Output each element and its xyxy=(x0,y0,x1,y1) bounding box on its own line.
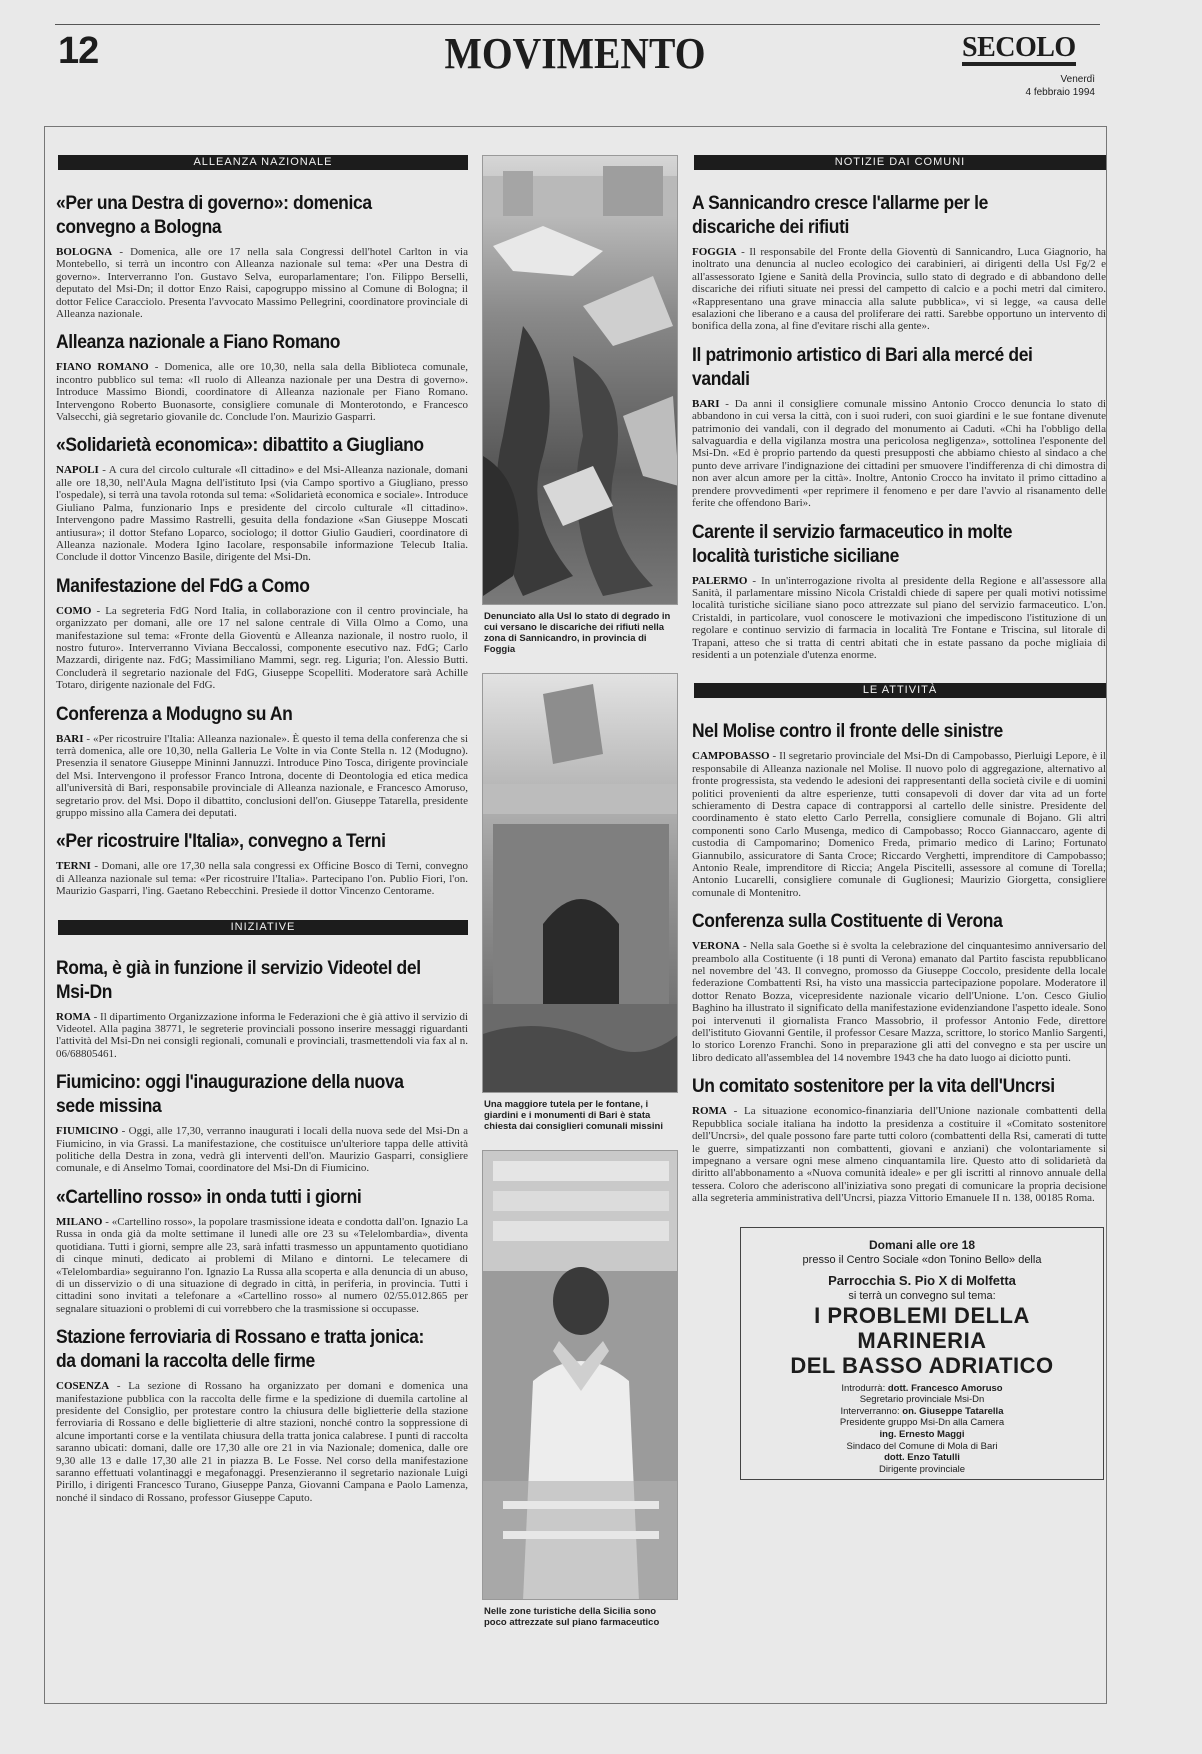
article-body xyxy=(56,1125,468,1175)
bari-photo-image xyxy=(483,674,678,1093)
headline: Fiumicino: oggi l'inaugurazione della nuova sede missina xyxy=(56,1072,404,1118)
ad-speaker-4: dott. Enzo Tatulli xyxy=(884,1452,960,1464)
headline: «Cartellino rosso» in onda tutti i giorni xyxy=(56,1186,362,1208)
edition-date xyxy=(990,73,1095,99)
dateline: ROMA xyxy=(56,1010,91,1023)
article-body xyxy=(692,398,1106,510)
article-body xyxy=(56,733,468,820)
headline: Nel Molise contro il fronte delle sinistre xyxy=(692,721,1003,743)
article-uncrsi xyxy=(692,1075,1106,1204)
article-text: - Oggi, alle 17,30, verranno inaugurati i locali della nuova sede del Msi-Dn a Fiumicino, in via Grassi. La manifestazione, che costituisce un'ulteriore tappa delle attività politiche della Destra in zona, vedrà gli interventi dell'on. Maurizio Gasparri, consigliere comunale, e di Anselmo Tomai, coordinatore del Msi-Dn di Fiumicino. xyxy=(56,1125,468,1175)
dateline: TERNI xyxy=(56,860,91,873)
left-column xyxy=(52,132,472,1700)
ad-venue: presso il Centro Sociale «don Tonino Bello» della xyxy=(802,1253,1042,1266)
article-terni xyxy=(56,830,468,897)
headline: Conferenza sulla Costituente di Verona xyxy=(692,911,1003,933)
dateline: FOGGIA xyxy=(692,246,737,258)
ad-speaker-1-role: Segretario provinciale Msi-Dn xyxy=(859,1394,985,1406)
landfill-photo-image xyxy=(483,156,678,605)
ad-speaker-3: ing. Ernesto Maggi xyxy=(879,1428,965,1440)
ad-intro: si terrà un convegno sul tema: xyxy=(848,1289,996,1302)
page-number: 12 xyxy=(58,30,99,72)
article-text: - Il responsabile del Fronte della Gioventù di Sannicandro, Luca Giagnorio, ha inoltrato una denuncia al nucleo ecologico dei carabinieri, ai dirigenti della Usl Fg/2 e all'assessorato Igiene e Sanità della Provincia, sullo stato di degrado e di abbandono delle discariche dei rifiuti situate nei pressi del campetto di calcio e a pochi metri dal cimitero. «Rappresentano una grave minaccia alla salute pubblica», vi si legge, «a causa delle esalazioni che liberano e a causa del proliferare dei ratti. Sarebbe opportuno un intervento di bonifica della zona, al fine d'evitare rischi alla gente». xyxy=(692,246,1106,333)
headline: Roma, è già in funzione il servizio Videotel del Msi-Dn xyxy=(56,957,421,1003)
article-body xyxy=(56,361,468,423)
section-bar-comuni: NOTIZIE DAI COMUNI xyxy=(694,155,1106,170)
headline: Un comitato sostenitore per la vita dell'Uncrsi xyxy=(692,1076,1055,1098)
edition-day: Venerdì xyxy=(1060,74,1095,85)
photo-landfill xyxy=(482,155,678,605)
ad-speaker-2-role: Presidente gruppo Msi-Dn alla Camera xyxy=(839,1417,1005,1429)
photo-bari-monument xyxy=(482,673,678,1093)
article-body xyxy=(56,1216,468,1315)
article-text: - La segreteria FdG Nord Italia, in collaborazione con il centro provinciale, ha organizzato per domani, alle ore 17 nel salone centrale di Villa Olmo a Como, una manifestazione sul tema: «Fronte della Gioventù e Alleanza nazionale, il nostro ruolo, il nostro futuro». Interverranno Viviana Beccalossi, componente esecutivo naz. FdG; Carlo Mazzardi, dirigente naz. FdG; Massimiliano Mammi, segr. reg. Liguria; l'on. Alessio Butti. Concluderà il segretario nazionale del FdG, Giuseppe Scopelliti. Moderatore sarà Achille Totaro, dirigente nazionale del FdG. xyxy=(56,604,468,692)
article-text: - «Cartellino rosso», la popolare trasmissione ideata e condotta dall'on. Ignazio La Russa in onda già da molte settimane il lunedì alle ore 23 su «Telelombardia», diventa quotidiana. Tutti i giorni, sempre alle 23, sarà infatti trasmesso un appuntamento quotidiano di cinque minuti, dedicato ai problemi di Milano e dintorni. Le telecamere di «Telelombardia» seguiranno l'on. Ignazio La Russa alla scoperta e alla denuncia di un abuso, di un disservizio o di una situazione di degrado in città, in periferia, in provincia. Tutti i cittadini sono invitati a telefonare a «Cartellino rosso» al numero 02/55.012.865 per segnalare situazioni o problemi di cui vorrebbero che la trasmissione si occupasse. xyxy=(56,1215,468,1315)
headline: A Sannicandro cresce l'allarme per le discariche dei rifiuti xyxy=(692,193,988,238)
dateline: PALERMO xyxy=(692,574,748,587)
article-text: - Da anni il consigliere comunale missino Antonio Crocco denuncia lo stato di abbandono in cui versa la città, con i suoi ruderi, con suoi giardini e le sue fontane divenute patrimonio dei vandali, con il degrado del monumento ai Caduti. «Chi ha l'obbligo della salvaguardia e della vigilanza mostra una pericolosa negligenza», sottolinea l'esponente del Msi-Dn. «Ed è proprio partendo da questi presupposti che abbiamo chiesto al sindaco a che punto deve arrivare l'indignazione dei cittadini per smuovere l'indifferenza di chi dimostra di non aver alcun amore per la città». Inoltre, Antonio Crocco ha invitato il primo cittadino a prendere provvedimenti «per reprimere il fenomeno e per dare l'avvio al risanamento delle ferite che offendono Bari». xyxy=(692,397,1106,510)
headline: Manifestazione del FdG a Como xyxy=(56,575,310,597)
headline: Carente il servizio farmaceutico in molte località turistiche siciliane xyxy=(692,521,1013,567)
newspaper-logo: SECOLO xyxy=(962,34,1076,66)
pharmacy-photo-image xyxy=(483,1151,678,1600)
event-announcement-box xyxy=(740,1227,1104,1480)
article-body xyxy=(56,1380,468,1504)
ad-speaker-2: Interverranno: on. Giuseppe Tatarella xyxy=(840,1405,1004,1417)
article-body xyxy=(56,1011,468,1061)
article-giugliano xyxy=(56,434,468,563)
headline: Conferenza a Modugno su An xyxy=(56,703,293,725)
article-body xyxy=(692,575,1106,662)
right-column xyxy=(688,132,1110,1700)
article-body xyxy=(692,940,1106,1064)
article-body xyxy=(56,464,468,563)
dateline: COMO xyxy=(56,604,92,617)
dateline: CAMPOBASSO xyxy=(692,750,770,763)
article-farmaceutico xyxy=(692,521,1106,662)
photo-caption: Nelle zone turistiche della Sicilia sono poco attrezzate sul piano farmaceutico xyxy=(484,1606,660,1628)
ad-speaker-1: Introdurrà: dott. Francesco Amoruso xyxy=(841,1382,1003,1394)
article-bari-vandali xyxy=(692,344,1106,510)
dateline: BARI xyxy=(692,397,720,410)
article-text: - Domenica, alle ore 10,30, nella sala della Biblioteca comunale, incontro pubblico sul tema: «Il ruolo di Alleanza nazionale per una Destra di governo». Introduce Massimo Biondi, coordinatore di Alleanza nazionale per Fiano Romano. Intervengono Roberto Buonasorte, consigliere comunale di Monterotondo, e Francesco Valsecchi, già segretario giovanile dc. Conclude l'on. Maurizio Gasparri. xyxy=(56,361,468,424)
article-text: - La sezione di Rossano ha organizzato per domani e domenica una manifestazione pubblica con la raccolta delle firme e la spedizione di duemila cartoline al presidente del Consiglio, per protestare contro la chiusura delle biglietterie della stazione ferroviaria di Rossano e delle biglietterie di altre stazioni, nonché contro la soppressione di alcune importanti corse e la ventilata chiusura della tratta jonica calabrese. I punti di raccolta saranno ubicati: domani, dalle ore 17,30 alle ore 21 in via Nazionale; domenica, dalle ore 9,30 alle 13 e dalle 17,30 alle 21 in piazza B. Le Fosse. Nel corso della manifestazione saranno effettuati volantinaggi e megafonaggi. Presenzieranno il segretario nazionale Luigi Pirillo, i dirigenti Francesco Turano, Giuseppe Panza, Giovanni Campana e Paolo Lamenza, nonché il sindaco di Rossano, professor Giuseppe Caputo. xyxy=(56,1380,468,1504)
dateline: MILANO xyxy=(56,1215,103,1228)
ad-parish: Parrocchia S. Pio X di Molfetta xyxy=(828,1272,1016,1288)
ad-speaker-4-role: Dirigente provinciale xyxy=(878,1463,966,1475)
section-bar-iniziative: INIZIATIVE xyxy=(58,920,468,935)
dateline: BARI xyxy=(56,732,84,745)
ad-time: Domani alle ore 18 xyxy=(868,1237,976,1252)
article-modugno xyxy=(56,703,468,820)
photo-pharmacy xyxy=(482,1150,678,1600)
dateline: NAPOLI xyxy=(56,464,99,477)
article-body xyxy=(56,246,468,320)
article-body xyxy=(56,605,468,692)
article-sannicandro xyxy=(692,192,1106,333)
ad-title-line-1: I PROBLEMI DELLA xyxy=(814,1302,1030,1328)
headline: Il patrimonio artistico di Bari alla mercé dei vandali xyxy=(692,344,1033,390)
photo-caption: Denunciato alla Usl lo stato di degrado in cui versano le discariche dei rifiuti nella zona di Sannicandro, in provincia di Foggia xyxy=(484,611,671,655)
article-body xyxy=(692,1105,1106,1204)
headline: «Solidarietà economica»: dibattito a Giugliano xyxy=(56,435,424,457)
dateline: ROMA xyxy=(692,1105,727,1118)
dateline: BOLOGNA xyxy=(56,246,113,258)
article-body xyxy=(692,750,1106,899)
article-text: - A cura del circolo culturale «Il cittadino» e del Msi-Alleanza nazionale, domani alle ore 18,30, nell'Aula Magna dell'istituto Ipsi (via Campo sportivo a Giugliano, presso l'ospedale), si terrà una tavola rotonda sul tema: «Solidarietà economica e sociale». Introduce Giuliano Palma, funzionario Inps e presidente del circolo culturale «Il cittadino». Intervengono padre Massimo Rastrelli, gesuita della fondazione «San Giuseppe Moscati antiusura»; il dottor Stefano Loparco, sociologo; il dottor Giulio Gaudieri, coordinatore di Alleanza nazionale. Modera Igino Iacolare, responsabile informazione Telecub Italia. Conclude il dottor Vincenzo Basile, dirigente del Msi-Dn. xyxy=(56,464,468,564)
article-fiumicino xyxy=(56,1071,468,1175)
article-text: - In un'interrogazione rivolta al presidente della Regione e all'assessore alla Sanità, il parlamentare missino Nicola Cristaldi chiede di sapere per quali motivi notissime località turistiche siciliane siano poco attrezzate sul piano del servizio farmaceutico. L'on. Cristaldi, in particolare, vuol conoscere le motivazioni che impediscono l'istituzione di un regolare e continuo servizio di farmacia in località Tre Fontane e Triscina, sul litorale di Trapani, atteso che si tratta di centri abitati che in estate passano da poche migliaia di residenti a un potenziale d'utenza enorme. xyxy=(692,574,1106,661)
article-verona xyxy=(692,910,1106,1064)
dateline: COSENZA xyxy=(56,1380,110,1393)
headline: «Per una Destra di governo»: domenica convegno a Bologna xyxy=(56,193,372,238)
article-text: - La situazione economico-finanziaria dell'Unione nazionale combattenti della Repubblica sociale italiana ha indotto la presidenza a costituire il «Comitato sostenitore dell'Uncrsi», del quale possono fare parte tutti coloro (combattenti della Rsi, camerati di tutte le guerre, simpatizzanti non combattenti, giovani e anziani) che volontariamente si impegnano a versare ogni mese almeno cinquantamila lire. Questo atto di solidarietà da diritto all'abbonamento a «Nuova comunità ideale» e per gli iscritti al rinnovo annuale della tessera. Coloro che aderiscono all'iniziativa sono pregati di comunicare la propria decisione alla segreteria amministrativa dell'Uncrsi, piazza Vittorio Emanuele II n. 138, 00185 Roma. xyxy=(692,1105,1106,1205)
article-cartellino-rosso xyxy=(56,1186,468,1315)
article-text: - Domenica, alle ore 17 nella sala Congressi dell'hotel Carlton in via Montebello, si terrà un incontro con Alleanza nazionale sul tema: «Per una Destra di governo». Interverranno l'on. Gustavo Selva, europarlamentare; l'on. Filippo Berselli, deputato del Msi-Dn; il dottor Enzo Raisi, capogruppo missino al Comune di Bologna; il dottor Felice Caracciolo. Presenta l'avvocato Massimo Pellegrini, coordinatore provinciale di Alleanza nazionale. xyxy=(56,246,468,321)
dateline: FIUMICINO xyxy=(56,1125,119,1138)
article-bologna xyxy=(56,192,468,320)
dateline: FIANO ROMANO xyxy=(56,361,149,374)
photo-column xyxy=(480,132,680,1700)
ad-speaker-3-role: Sindaco del Comune di Mola di Bari xyxy=(846,1440,998,1452)
dateline: VERONA xyxy=(692,940,740,953)
headline: «Per ricostruire l'Italia», convegno a Terni xyxy=(56,831,386,853)
ad-title-line-3: DEL BASSO ADRIATICO xyxy=(790,1352,1054,1378)
article-rossano xyxy=(56,1326,468,1504)
ad-title-line-2: MARINERIA xyxy=(857,1327,987,1353)
article-como xyxy=(56,575,468,692)
article-text: - Nella sala Goethe si è svolta la celebrazione del cinquantesimo anniversario del preambolo alla Costituente (i 18 punti di Verona) emanato dal Partito fascista repubblicano nel novembre del '43. Il convegno, promosso da Giuseppe Coccolo, presidente della locale federazione Combattenti Rsi, ha visto una massiccia partecipazione popolare. Moderatore il dottor Renato Bozza, vicepresidente nazionale vicario dell'Unione. L'on. Cesco Giulio Baghino ha illustrato il significato della manifestazione evidenziandone l'aspetto ideale. Sono poi intervenuti il giornalista Franco Massobrio, il professor Antonio Fede, direttore dell'istituto Giovanni Gentile, il professor Cesare Mazza, scrittore, lo storico Manlio Sargenti, lo storico Lorenzo Franchi. Sono in preparazione gli atti del convegno e sta per uscire un libro dedicato all'assemblea del 14 novembre 1943 che ha dato luogo ai diciotto punti. xyxy=(692,940,1106,1064)
article-text: - Il segretario provinciale del Msi-Dn di Campobasso, Pierluigi Lepore, è il responsabile di Alleanza nazionale nel Molise. Il nuovo polo di aggregazione, alternativo al fronte progressista, sta vedendo le adesioni dei rappresentanti della società civile e di uomini politici provenienti da altre esperienze, tutti consapevoli di dover dar vita ad un forte schieramento di Destra capace di contrapporsi al cartello delle sinistre. Presidente del coordinamento è stato eletto Carlo Perrella, consigliere comunale di Bojano. Gli altri componenti sono Carlo Musenga, medico di Campobasso; Rocco Giannaccaro, agente di custodia di Campomarino; Domenico Freda, primario medico di Larino; Fortunato Giannubilo, assicuratore di Santa Croce; Riccardo Verghetti, imprenditore di Campobasso; Antonio Reale, imprenditore di Riccia; Angela Piscitelli, assessore al comune di Torella; Antonio Lucarelli, consigliere comunale di Guglionesi; Maurizio Giorgetta, consigliere comunale di Montenitro. xyxy=(692,750,1106,899)
photo-caption: Una maggiore tutela per le fontane, i giardini e i monumenti di Bari è stata chiesta dai consiglieri comunali missini xyxy=(484,1099,663,1132)
top-rule xyxy=(55,24,1100,25)
headline: Alleanza nazionale a Fiano Romano xyxy=(56,332,341,354)
article-text: - Il dipartimento Organizzazione informa le Federazioni che è già attivo il servizio di Videotel. Alla pagina 38771, le segreterie provinciali possono inserire messaggi riguardanti l'attività del Msi-Dn nei consigli regionali, comunali e provinciali, trasmettendoli via fax al n. 06/68805461. xyxy=(56,1010,468,1060)
article-videotel xyxy=(56,957,468,1061)
section-bar-alleanza: ALLEANZA NAZIONALE xyxy=(58,155,468,170)
article-body xyxy=(692,246,1106,333)
article-molise xyxy=(692,720,1106,899)
headline: Stazione ferroviaria di Rossano e tratta jonica: da domani la raccolta delle firme xyxy=(56,1327,424,1373)
edition-date-text: 4 febbraio 1994 xyxy=(1025,87,1095,98)
article-text: - Domani, alle ore 17,30 nella sala congressi ex Officine Bosco di Terni, convegno di Alleanza nazionale sul tema: «Per ricostruire l'Italia». Partecipano l'on. Publio Fiori, l'on. Maurizio Gasparri, l'ing. Gaetano Rebecchini. Presiede il dottor Vincenzo Centorame. xyxy=(56,860,468,898)
article-body xyxy=(56,860,468,897)
article-fiano-romano xyxy=(56,331,468,423)
section-title: MOVIMENTO xyxy=(444,29,706,78)
article-text: - «Per ricostruire l'Italia: Alleanza nazionale». È questo il tema della conferenza che si terrà domenica, alle ore 10,30, nella Galleria Le Volte in via Conte Stella n. 12 (Modugno). Presenzia il senatore Giuseppe Mininni Jannuzzi. Introduce Pino Tosca, dirigente provinciale del Msi. Intervengono il professor Franco Introna, docente di Deontologia ed etica medica all'università di Bari, responsabile provinciale di Alleanza nazionale, e Francesco Amoruso, segretario prov. del Msi. Dopo il dibattito, conclusioni dell'on. Giuseppe Tatarella, presidente gruppo missino alla Camera dei deputati. xyxy=(56,732,468,819)
section-bar-attivita: LE ATTIVITÀ xyxy=(694,683,1106,698)
